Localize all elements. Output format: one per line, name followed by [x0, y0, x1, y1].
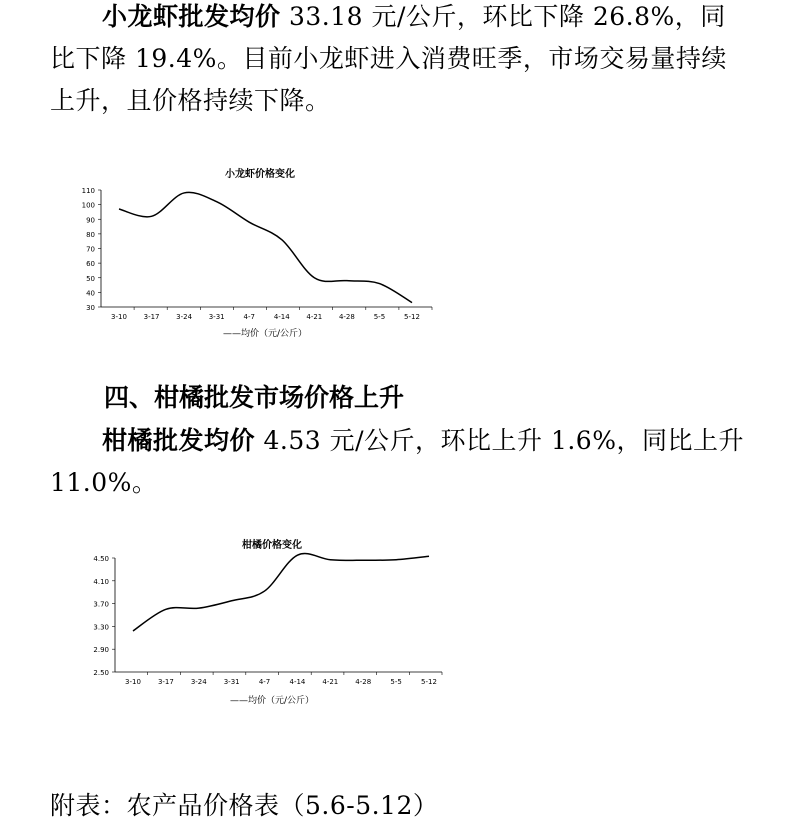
x-tick-label: 3-17	[144, 313, 160, 321]
y-tick-label: 2.50	[93, 669, 109, 677]
chart-title: 小龙虾价格变化	[225, 167, 295, 180]
x-tick-label: 3-17	[158, 678, 174, 686]
y-tick-label: 80	[86, 231, 95, 239]
x-tick-label: 4-14	[274, 313, 290, 321]
y-tick-label: 90	[86, 216, 95, 224]
x-tick-label: 5-12	[421, 678, 437, 686]
series-line-average-price	[119, 192, 412, 302]
citrus-heading: 四、柑橘批发市场价格上升	[104, 378, 404, 414]
y-tick-label: 2.90	[93, 646, 109, 654]
series-line-average-price	[133, 554, 429, 631]
x-tick-label: 5-12	[404, 313, 420, 321]
x-tick-label: 4-14	[289, 678, 305, 686]
lobster-paragraph	[50, 0, 750, 122]
lobster-chart	[70, 160, 440, 345]
y-tick-label: 4.10	[93, 578, 109, 586]
citrus-chart	[82, 530, 452, 715]
lobster-lead: 小龙虾批发均价	[102, 2, 281, 31]
citrus-text: 4.53 元/公斤，环比上升 1.6%，同比上升 11.0%。	[50, 426, 744, 497]
x-tick-label: 4-28	[355, 678, 371, 686]
x-tick-label: 3-10	[125, 678, 141, 686]
y-tick-label: 3.70	[93, 601, 109, 609]
x-tick-label: 3-10	[111, 313, 127, 321]
y-tick-label: 3.30	[93, 623, 109, 631]
y-tick-label: 110	[82, 187, 95, 195]
x-tick-label: 4-7	[259, 678, 270, 686]
y-tick-label: 50	[86, 275, 95, 283]
y-tick-label: 100	[82, 202, 95, 210]
x-tick-label: 4-28	[339, 313, 355, 321]
x-tick-label: 3-24	[191, 678, 207, 686]
legend-label: ——均价（元/公斤）	[230, 694, 314, 706]
lobster-text: 33.18 元/公斤，环比下降 26.8%，同比下降 19.4%。目前小龙虾进入消费旺季，市场交易量持续上升，且价格持续下降。	[50, 2, 727, 115]
y-tick-label: 30	[86, 304, 95, 312]
x-tick-label: 3-31	[209, 313, 225, 321]
x-tick-label: 3-31	[224, 678, 240, 686]
x-tick-label: 4-21	[322, 678, 338, 686]
citrus-paragraph	[50, 420, 750, 504]
chart-title: 柑橘价格变化	[242, 538, 302, 551]
citrus-lead: 柑橘批发均价	[102, 426, 255, 455]
y-tick-label: 4.50	[93, 555, 109, 563]
x-tick-label: 4-7	[244, 313, 255, 321]
y-tick-label: 60	[86, 260, 95, 268]
x-tick-label: 4-21	[306, 313, 322, 321]
legend-label: ——均价（元/公斤）	[223, 327, 307, 339]
footer-note: 附表：农产品价格表（5.6-5.12）	[50, 785, 750, 827]
x-tick-label: 5-5	[374, 313, 385, 321]
y-tick-label: 40	[86, 289, 95, 297]
x-tick-label: 3-24	[176, 313, 192, 321]
y-tick-label: 70	[86, 246, 95, 254]
x-tick-label: 5-5	[390, 678, 401, 686]
